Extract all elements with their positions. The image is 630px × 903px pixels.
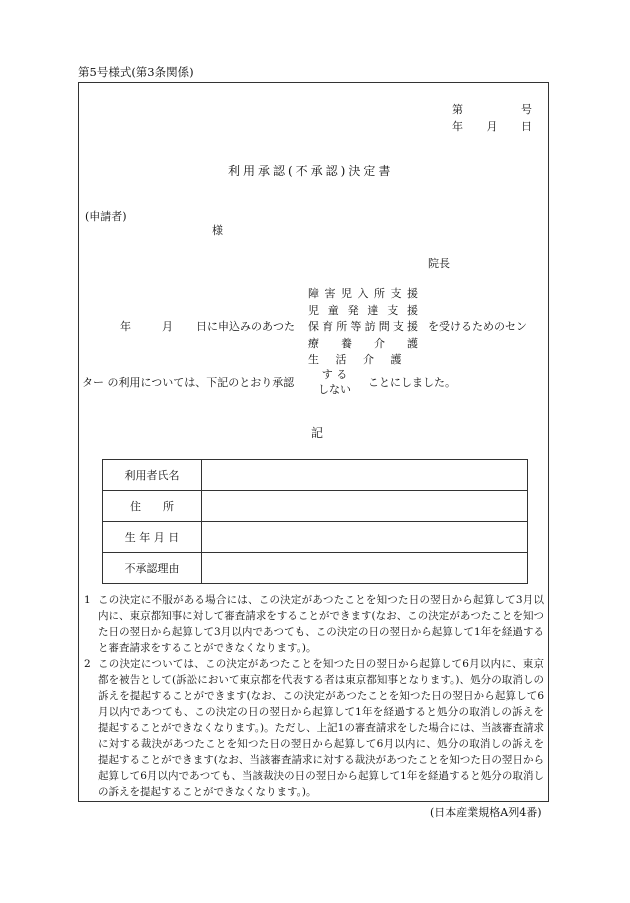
paper-standard: (日本産業規格A列4番) bbox=[430, 806, 542, 819]
note-number: 1 bbox=[84, 594, 91, 606]
receive-text: を受けるためのセン bbox=[428, 320, 527, 333]
note-text: この決定に不服がある場合には、この決定があつたことを知つた日の翌日から起算して3月以内に、東京都知事に対して審査請求をすることができます(なお、この決定があつたことを知つた日の翌日から起算して3月以内であつても、この決定の日の翌日から起算して1年を経過すると審査請求をすることができなくなります。)。 bbox=[98, 594, 544, 654]
table-row bbox=[103, 553, 528, 584]
record-table bbox=[102, 459, 528, 584]
honorific-sama: 様 bbox=[212, 224, 223, 237]
director-title: 院長 bbox=[428, 257, 450, 270]
form-label: 第5号様式(第3条関係) bbox=[78, 65, 194, 79]
reference-number bbox=[452, 101, 532, 117]
service-item: 児 童 発 達 支 援 bbox=[308, 303, 418, 317]
table-row bbox=[103, 460, 528, 491]
apply-year: 年 bbox=[120, 320, 131, 333]
date-month: 月 bbox=[486, 120, 498, 133]
row-label: 住 所 bbox=[103, 491, 202, 522]
ki-heading: 記 bbox=[311, 426, 324, 440]
choice-yes: す る bbox=[321, 368, 348, 381]
apply-text: 日に申込みのあつた bbox=[196, 320, 295, 333]
document-title: 利用承認(不承認)決定書 bbox=[228, 164, 394, 178]
table-row bbox=[103, 522, 528, 553]
ref-dai: 第 bbox=[452, 103, 463, 116]
notes-section bbox=[84, 592, 544, 800]
note-text: この決定については、この決定があつたことを知つた日の翌日から起算して6月以内に、東京都を被告として(訴訟において東京都を代表する者は東京都知事となります。)、処分の取消しの訴えを提起することができます(なお、この決定があつたことを知つた日の翌日から起算して6月以内であつても、この決定の日の翌日から起算して1年を経過すると処分の取消しの訴えを提起することができなくなります。)。ただし、上記1の審査請求をした場合には、当該審査請求に対する裁決があつたことを知つた日の翌日から起算して6月以内に、処分の取消しの訴えを提起することができます(なお、当該審査請求に対する裁決があつたことを知つた日の翌日から起算して6月以内であつても、当該裁決の日の翌日から起算して1年を経過すると処分の取消しの訴えを提起することができなくなります。)。 bbox=[98, 658, 544, 798]
date-year: 年 bbox=[452, 120, 463, 133]
applicant-label: (申請者) bbox=[85, 210, 127, 223]
service-item: 療 養 介 護 bbox=[308, 336, 418, 350]
apply-month: 月 bbox=[162, 320, 173, 333]
application-date-line bbox=[120, 318, 295, 334]
row-label: 不承認理由 bbox=[103, 553, 202, 584]
note-item bbox=[84, 656, 544, 800]
document-date bbox=[452, 118, 532, 134]
usage-suffix: ことにしました。 bbox=[368, 376, 456, 389]
value-cell[interactable] bbox=[202, 460, 528, 491]
usage-statement: ター の利用については、下記のとおり承認 bbox=[82, 376, 295, 389]
note-item bbox=[84, 592, 544, 656]
row-label: 利用者氏名 bbox=[103, 460, 202, 491]
ref-go: 号 bbox=[521, 103, 532, 116]
table-row bbox=[103, 491, 528, 522]
service-item: 障 害 児 入 所 支 援 bbox=[308, 287, 418, 300]
choice-no: しない bbox=[318, 383, 351, 396]
service-item: 生 活 介 護 bbox=[308, 353, 402, 366]
value-cell[interactable] bbox=[202, 522, 528, 553]
service-list bbox=[308, 286, 418, 369]
row-label: 生 年 月 日 bbox=[103, 522, 202, 553]
value-cell[interactable] bbox=[202, 491, 528, 522]
date-day: 日 bbox=[521, 120, 532, 133]
approval-choice bbox=[318, 367, 351, 397]
note-number: 2 bbox=[84, 658, 91, 670]
service-item: 保 育 所 等 訪 問 支 援 bbox=[308, 320, 418, 333]
value-cell[interactable] bbox=[202, 553, 528, 584]
